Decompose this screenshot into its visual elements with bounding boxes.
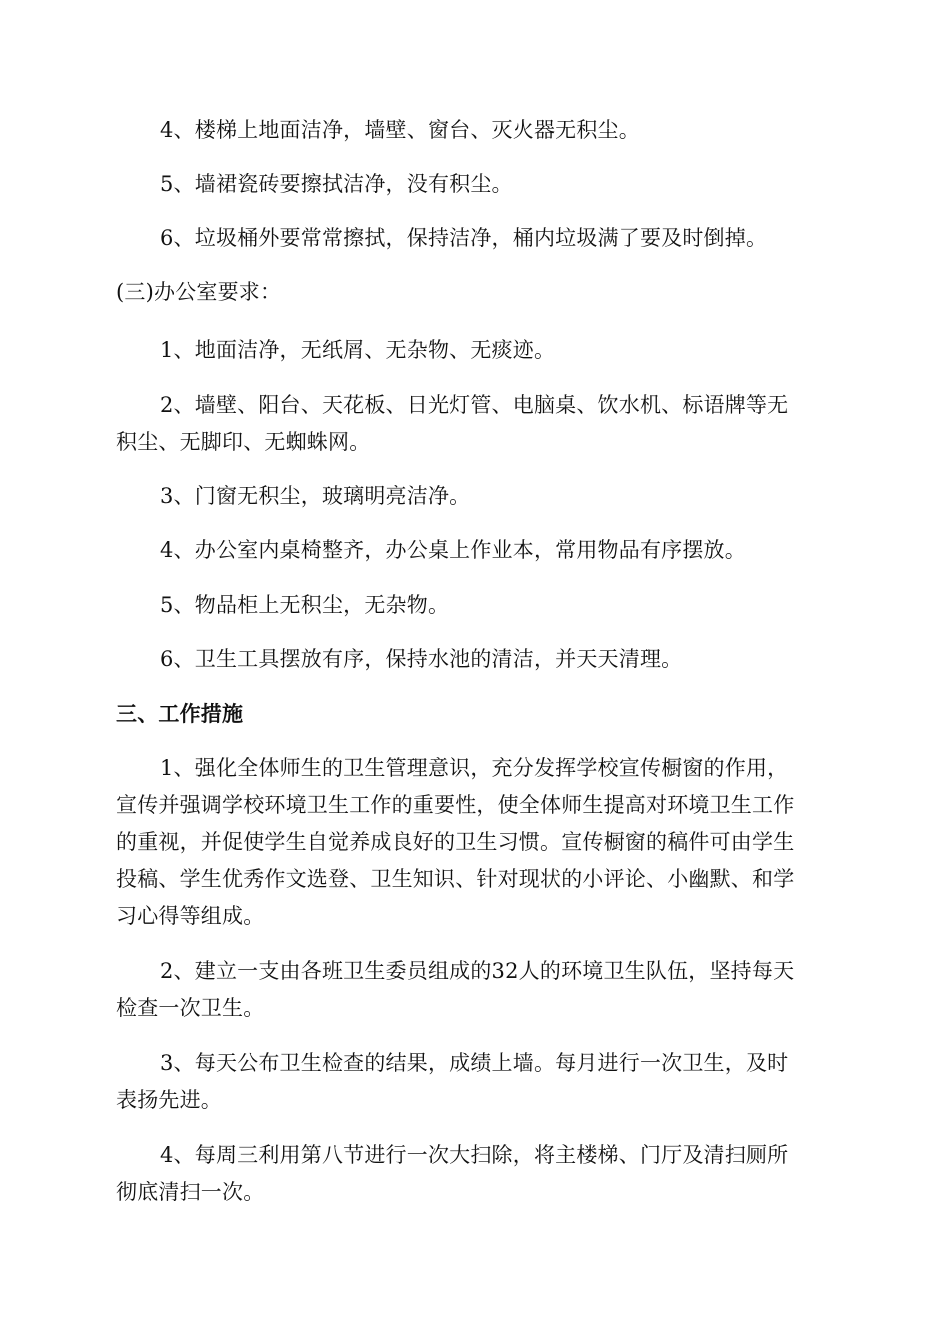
paragraph-line: 的重视，并促使学生自觉养成良好的卫生习惯。宣传橱窗的稿件可由学生 bbox=[116, 830, 795, 854]
section-heading: 三、工作措施 bbox=[116, 701, 244, 726]
section-subheading: (三)办公室要求： bbox=[116, 280, 282, 304]
list-item-continuation: 积尘、无脚印、无蜘蛛网。 bbox=[116, 430, 371, 454]
paragraph-line: 检查一次卫生。 bbox=[116, 996, 265, 1020]
paragraph-line: 宣传并强调学校环境卫生工作的重要性，使全体师生提高对环境卫生工作 bbox=[116, 793, 795, 817]
paragraph-line: 4、每周三利用第八节进行一次大扫除，将主楼梯、门厅及清扫厕所 bbox=[160, 1143, 789, 1167]
list-item: 6、卫生工具摆放有序，保持水池的清洁，并天天清理。 bbox=[160, 647, 683, 671]
paragraph-line: 2、建立一支由各班卫生委员组成的32人的环境卫生队伍，坚持每天 bbox=[160, 959, 795, 983]
list-item: 4、楼梯上地面洁净，墙壁、窗台、灭火器无积尘。 bbox=[160, 118, 640, 142]
list-item: 5、墙裙瓷砖要擦拭洁净，没有积尘。 bbox=[160, 172, 513, 196]
list-item: 2、墙壁、阳台、天花板、日光灯管、电脑桌、饮水机、标语牌等无 bbox=[160, 393, 789, 417]
list-item: 1、地面洁净，无纸屑、无杂物、无痰迹。 bbox=[160, 338, 556, 362]
list-item: 4、办公室内桌椅整齐，办公桌上作业本，常用物品有序摆放。 bbox=[160, 538, 746, 562]
paragraph-line: 3、每天公布卫生检查的结果，成绩上墙。每月进行一次卫生，及时 bbox=[160, 1051, 789, 1075]
list-item: 5、物品柜上无积尘，无杂物。 bbox=[160, 593, 450, 617]
paragraph-line: 表扬先进。 bbox=[116, 1088, 222, 1112]
list-item: 3、门窗无积尘，玻璃明亮洁净。 bbox=[160, 484, 471, 508]
list-item: 6、垃圾桶外要常常擦拭，保持洁净，桶内垃圾满了要及时倒掉。 bbox=[160, 226, 768, 250]
paragraph-line: 投稿、学生优秀作文选登、卫生知识、针对现状的小评论、小幽默、和学 bbox=[116, 867, 795, 891]
paragraph-line: 习心得等组成。 bbox=[116, 904, 265, 928]
paragraph-line: 彻底清扫一次。 bbox=[116, 1180, 265, 1204]
paragraph-line: 1、强化全体师生的卫生管理意识，充分发挥学校宣传橱窗的作用， bbox=[160, 756, 789, 780]
